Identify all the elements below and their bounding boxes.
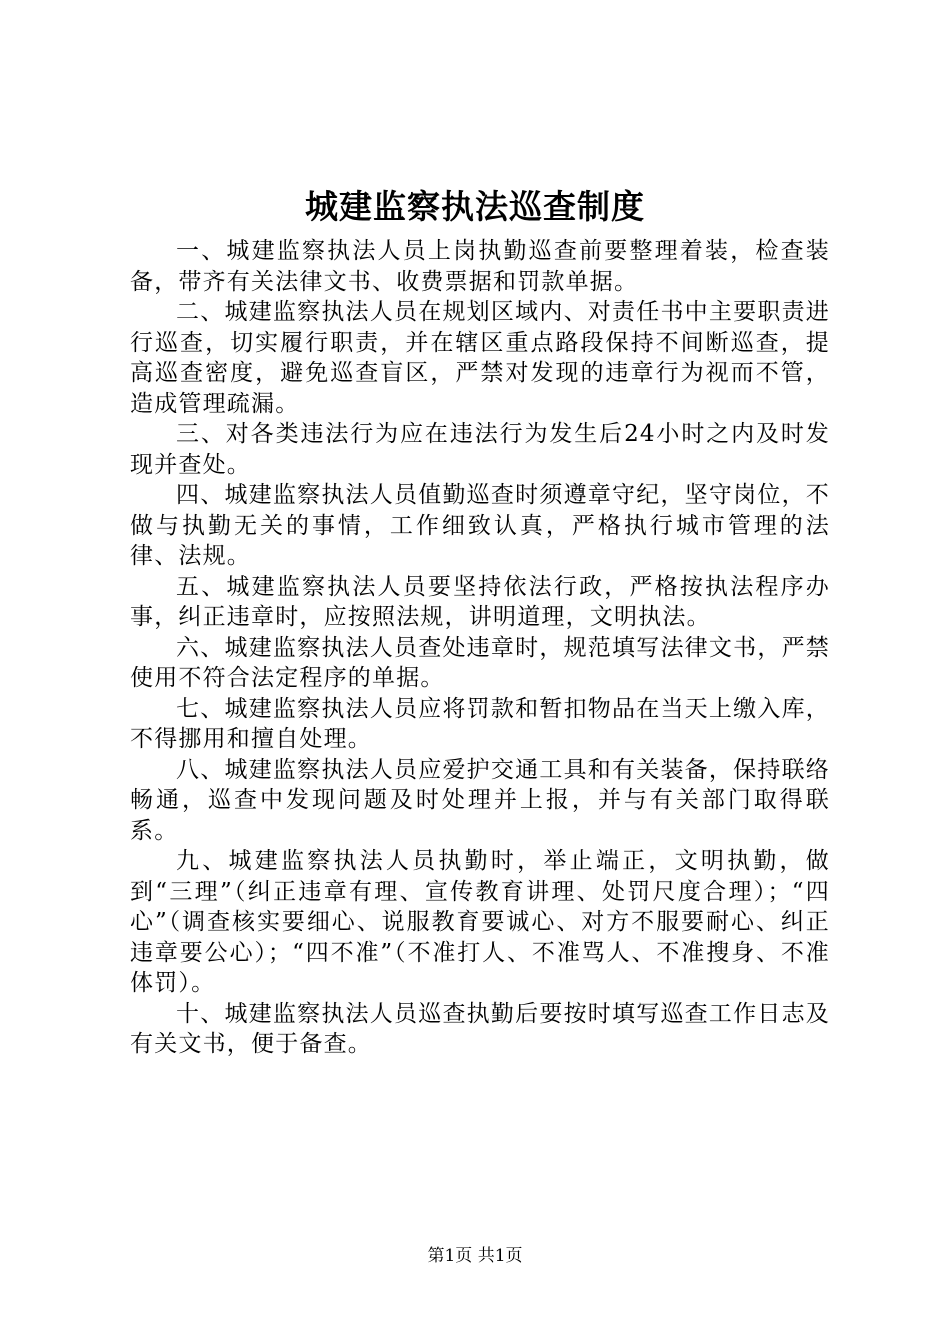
paragraph-7: 七、城建监察执法人员应将罚款和暂扣物品在当天上缴入库，不得挪用和擅自处理。 <box>130 695 830 752</box>
paragraph-2: 二、城建监察执法人员在规划区域内、对责任书中主要职责进行巡查，切实履行职责，并在辖区重点路段保持不间断巡查，提高巡查密度，避免巡查盲区，严禁对发现的违章行为视而不管，造成管理疏漏。 <box>130 299 830 417</box>
paragraph-4: 四、城建监察执法人员值勤巡查时须遵章守纪，坚守岗位，不做与执勤无关的事情，工作细致认真，严格执行城市管理的法律、法规。 <box>130 482 830 569</box>
paragraph-1: 一、城建监察执法人员上岗执勤巡查前要整理着装，检查装备，带齐有关法律文书、收费票据和罚款单据。 <box>130 238 830 295</box>
document-body <box>130 236 830 1060</box>
paragraph-6: 六、城建监察执法人员查处违章时，规范填写法律文书，严禁使用不符合法定程序的单据。 <box>130 634 830 691</box>
paragraph-10: 十、城建监察执法人员巡查执勤后要按时填写巡查工作日志及有关文书，便于备查。 <box>130 1000 830 1057</box>
paragraph-3: 三、对各类违法行为应在违法行为发生后24小时之内及时发现并查处。 <box>130 421 830 478</box>
paragraph-5: 五、城建监察执法人员要坚持依法行政，严格按执法程序办事，纠正违章时，应按照法规，讲明道理，文明执法。 <box>130 573 830 630</box>
paragraph-9: 九、城建监察执法人员执勤时，举止端正，文明执勤，做到“三理”（纠正违章有理、宣传教育讲理、处罚尺度合理）；“四心”（调查核实要细心、说服教育要诚心、对方不服要耐心、纠正违章要公心）；“四不准”（不准打人、不准骂人、不准搜身、不准体罚）。 <box>130 848 830 996</box>
paragraph-8: 八、城建监察执法人员应爱护交通工具和有关装备，保持联络畅通，巡查中发现问题及时处理并上报，并与有关部门取得联系。 <box>130 756 830 844</box>
page-footer: 第1页 共1页 <box>427 1246 523 1266</box>
document-title: 城建监察执法巡查制度 <box>305 187 645 226</box>
